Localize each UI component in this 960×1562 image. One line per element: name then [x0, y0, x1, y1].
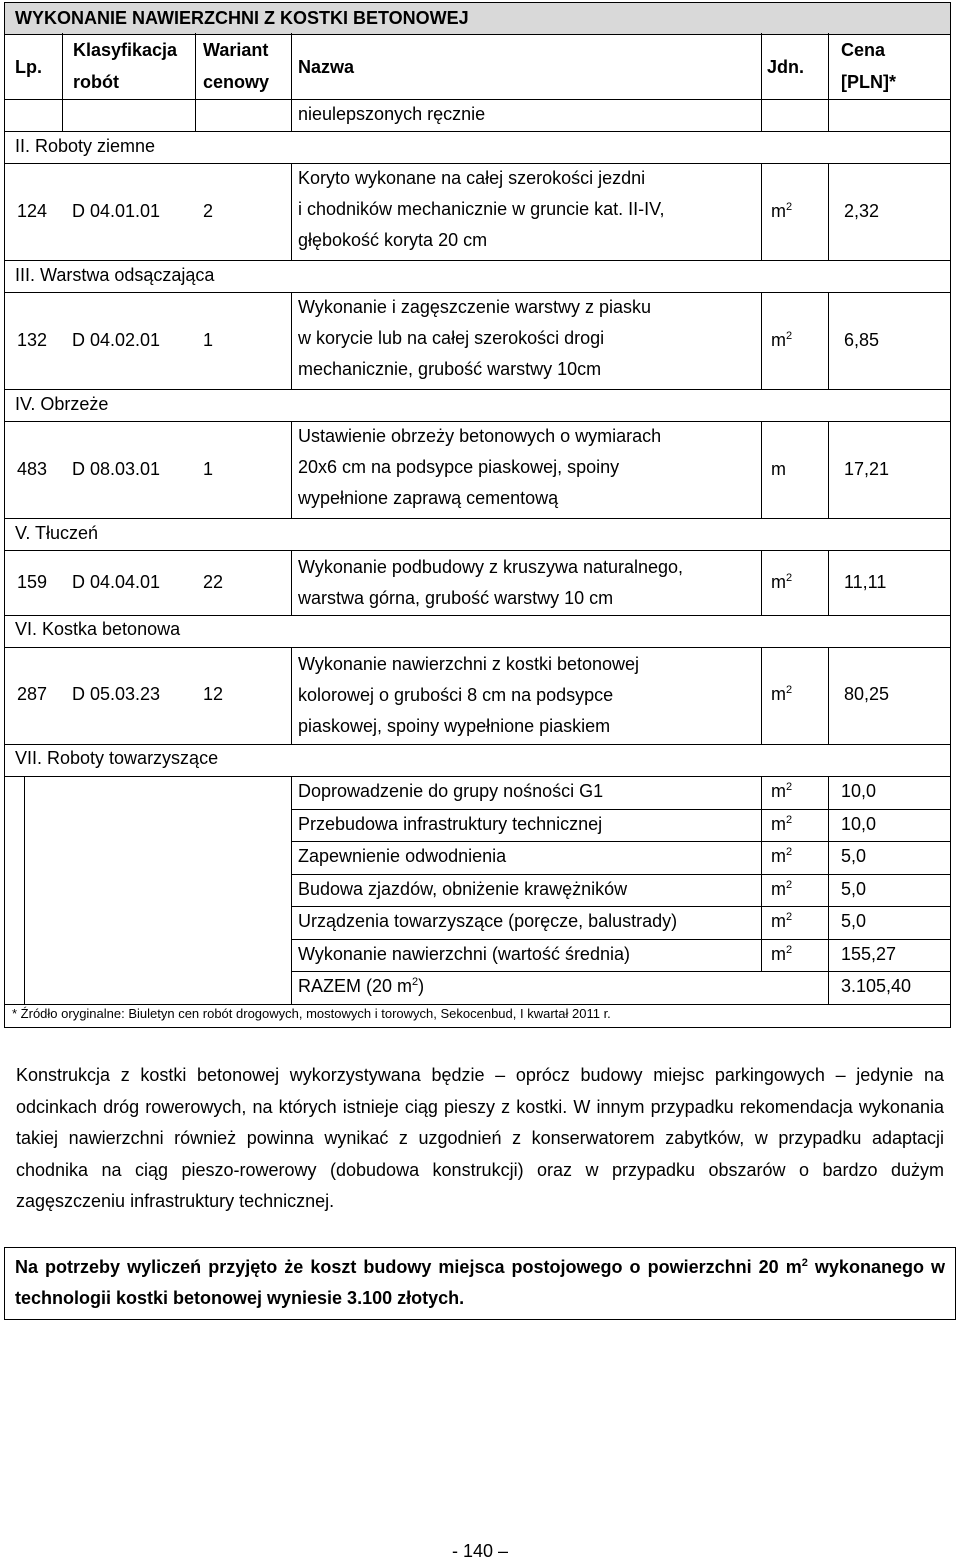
grid-line — [291, 971, 950, 972]
row-wariant: 2 — [203, 201, 214, 221]
row-price: 6,85 — [844, 330, 880, 350]
row-price: 80,25 — [844, 684, 890, 704]
row-nazwa-line: 20x6 cm na podsypce piaskowej, spoiny — [298, 457, 620, 477]
grid-line — [761, 776, 762, 972]
unit-superscript: 2 — [412, 976, 419, 988]
header-cena: Cena — [841, 40, 886, 60]
section-label: II. Roboty ziemne — [15, 136, 156, 156]
grid-line — [5, 776, 950, 777]
conclusion-superscript: 2 — [801, 1257, 808, 1269]
extra-unit — [771, 944, 792, 965]
grid-line — [828, 550, 829, 616]
total-text: RAZEM (20 m — [298, 976, 413, 996]
grid-line — [5, 550, 950, 551]
grid-line — [761, 421, 762, 519]
header-wariant: Wariant — [203, 40, 269, 60]
row-nazwa-line: piaskowej, spoiny wypełnione piaskiem — [298, 716, 611, 736]
total-label — [298, 976, 424, 997]
row-price: 2,32 — [844, 201, 880, 221]
grid-line — [5, 99, 950, 100]
unit-superscript: 2 — [786, 879, 793, 891]
row-unit — [771, 684, 792, 705]
row-lp: 132 — [17, 330, 48, 350]
section-label: V. Tłuczeń — [15, 523, 99, 543]
row-lp: 124 — [17, 201, 48, 221]
row-nazwa-line: w korycie lub na całej szerokości drogi — [298, 328, 605, 348]
row-unit — [771, 330, 792, 351]
extra-price: 5,0 — [841, 911, 867, 931]
extra-price: 10,0 — [841, 781, 877, 801]
grid-line — [24, 776, 25, 1005]
unit-text: m — [771, 846, 786, 866]
grid-line — [5, 1004, 950, 1005]
grid-line — [291, 841, 950, 842]
grid-line — [828, 776, 829, 1005]
unit-superscript: 2 — [786, 846, 793, 858]
prev-row-tail: nieulepszonych ręcznie — [298, 104, 486, 124]
row-unit — [771, 201, 792, 222]
extra-price: 5,0 — [841, 846, 867, 866]
row-nazwa — [298, 649, 639, 742]
unit-text: m — [771, 459, 786, 479]
grid-line — [828, 421, 829, 519]
grid-line — [5, 647, 950, 648]
grid-line — [5, 163, 950, 164]
row-nazwa-line: kolorowej o grubości 8 cm na podsypce — [298, 685, 614, 705]
row-wariant: 1 — [203, 459, 214, 479]
grid-line — [291, 809, 950, 810]
extra-price: 155,27 — [841, 944, 897, 964]
row-nazwa-line: wypełnione zaprawą cementową — [298, 488, 559, 508]
unit-text: m — [771, 572, 786, 592]
extra-unit — [771, 879, 792, 900]
extra-price: 10,0 — [841, 814, 877, 834]
row-wariant: 22 — [203, 572, 224, 592]
row-klasyfikacja: D 04.01.01 — [72, 201, 161, 221]
table-title: WYKONANIE NAWIERZCHNI Z KOSTKI BETONOWEJ — [5, 3, 950, 35]
unit-superscript: 2 — [786, 201, 793, 213]
cost-table — [4, 2, 951, 1028]
header-nazwa: Nazwa — [298, 57, 355, 77]
grid-line — [828, 33, 829, 132]
extra-unit — [771, 781, 792, 802]
grid-line — [291, 550, 292, 616]
row-wariant: 1 — [203, 330, 214, 350]
header-cenowy: cenowy — [203, 72, 270, 92]
row-nazwa-line: warstwa górna, grubość warstwy 10 cm — [298, 588, 614, 608]
unit-text: m — [771, 944, 786, 964]
row-nazwa-line: Ustawienie obrzeży betonowych o wymiarach — [298, 426, 662, 446]
unit-text: m — [771, 911, 786, 931]
grid-line — [291, 33, 292, 132]
extra-name: Doprowadzenie do grupy nośności G1 — [298, 781, 604, 801]
row-nazwa-line: Wykonanie nawierzchni z kostki betonowej — [298, 654, 640, 674]
extra-unit — [771, 911, 792, 932]
row-nazwa-line: Koryto wykonane na całej szerokości jezdni — [298, 168, 646, 188]
grid-line — [195, 33, 196, 132]
section-label: VI. Kostka betonowa — [15, 619, 181, 639]
grid-line — [291, 292, 292, 390]
unit-superscript: 2 — [786, 814, 793, 826]
row-klasyfikacja: D 08.03.01 — [72, 459, 161, 479]
unit-superscript: 2 — [786, 911, 793, 923]
grid-line — [291, 874, 950, 875]
header-klasyfikacja: Klasyfikacja — [73, 40, 178, 60]
grid-line — [291, 906, 950, 907]
row-price: 11,11 — [844, 572, 887, 592]
grid-line — [5, 421, 950, 422]
grid-line — [761, 163, 762, 261]
unit-text: m — [771, 201, 786, 221]
grid-line — [291, 939, 950, 940]
unit-superscript: 2 — [786, 572, 793, 584]
grid-line — [5, 292, 950, 293]
total-text-end: ) — [418, 976, 425, 996]
unit-superscript: 2 — [786, 781, 793, 793]
grid-line — [761, 292, 762, 390]
grid-line — [761, 33, 762, 132]
row-nazwa — [298, 292, 651, 385]
header-jdn: Jdn. — [767, 57, 805, 77]
page-number: - 140 – — [451, 1541, 509, 1561]
grid-line — [761, 550, 762, 616]
row-lp: 483 — [17, 459, 48, 479]
row-nazwa-line: mechanicznie, grubość warstwy 10cm — [298, 359, 602, 379]
unit-text: m — [771, 781, 786, 801]
section-label: VII. Roboty towarzyszące — [15, 748, 219, 768]
section-label: III. Warstwa odsączająca — [15, 265, 215, 285]
unit-superscript: 2 — [786, 944, 793, 956]
grid-line — [291, 163, 292, 261]
row-nazwa — [298, 552, 683, 614]
unit-superscript: 2 — [786, 684, 793, 696]
body-paragraph: Konstrukcja z kostki betonowej wykorzystywana będzie – oprócz budowy miejsc parkingowych – jedynie na odcinkach dróg rowerowych, na których istnieje ciąg pieszy z kostki. W innym przypadku rekomendacja wykonania takiej nawierzchni również powinna wynikać z uzgodnień z konserwatorem zabytków, w przypadku adaptacji chodnika na ciąg pieszo-rowerowy (dobudowa konstrukcji) oraz w przypadku obszarów o bardzo dużym zagęszczeniu infrastruktury technicznej. — [16, 1065, 944, 1211]
row-nazwa-line: Wykonanie i zagęszczenie warstwy z piasku — [298, 297, 651, 317]
extra-name: Budowa zjazdów, obniżenie krawężników — [298, 879, 628, 899]
row-nazwa — [298, 421, 661, 514]
header-robot: robót — [73, 72, 119, 92]
extra-name: Wykonanie nawierzchni (wartość średnia) — [298, 944, 630, 964]
extra-name: Urządzenia towarzyszące (poręcze, balustrady) — [298, 911, 678, 931]
header-lp: Lp. — [15, 57, 42, 77]
grid-line — [5, 389, 950, 390]
unit-text: m — [771, 879, 786, 899]
unit-text: m — [771, 330, 786, 350]
row-lp: 287 — [17, 684, 48, 704]
grid-line — [5, 131, 950, 132]
row-unit — [771, 572, 792, 593]
row-price: 17,21 — [844, 459, 890, 479]
row-nazwa-line: Wykonanie podbudowy z kruszywa naturalnego, — [298, 557, 684, 577]
header-pln: [PLN]* — [841, 72, 896, 92]
total-price: 3.105,40 — [841, 976, 912, 996]
conclusion-text: Na potrzeby wyliczeń przyjęto że koszt budowy miejsca postojowego o powierzchni 20 m — [15, 1257, 802, 1277]
row-lp: 159 — [17, 572, 48, 592]
row-nazwa — [298, 163, 665, 256]
extra-name: Przebudowa infrastruktury technicznej — [298, 814, 603, 834]
grid-line — [62, 33, 63, 132]
row-nazwa-line: głębokość koryta 20 cm — [298, 230, 488, 250]
grid-line — [291, 647, 292, 745]
grid-line — [761, 647, 762, 745]
grid-line — [5, 615, 950, 616]
table-footnote: * Źródło oryginalne: Biuletyn cen robót drogowych, mostowych i torowych, Sekocenbud, I kwartał 2011 r. — [12, 1006, 611, 1021]
extra-price: 5,0 — [841, 879, 867, 899]
row-klasyfikacja: D 05.03.23 — [72, 684, 161, 704]
unit-text: m — [771, 684, 786, 704]
unit-superscript: 2 — [786, 330, 793, 342]
grid-line — [828, 292, 829, 390]
conclusion-text-end: wykonanego w technologii kostki betonowej wyniesie 3.100 złotych. — [15, 1257, 945, 1308]
row-nazwa-line: i chodników mechanicznie w gruncie kat. II-IV, — [298, 199, 665, 219]
section-label: IV. Obrzeże — [15, 394, 109, 414]
row-unit — [771, 459, 786, 480]
extra-unit — [771, 814, 792, 835]
grid-line — [291, 776, 292, 1005]
grid-line — [828, 647, 829, 745]
grid-line — [5, 260, 950, 261]
unit-text: m — [771, 814, 786, 834]
extra-name: Zapewnienie odwodnienia — [298, 846, 507, 866]
extra-unit — [771, 846, 792, 867]
row-klasyfikacja: D 04.04.01 — [72, 572, 161, 592]
grid-line — [291, 421, 292, 519]
row-wariant: 12 — [203, 684, 224, 704]
grid-line — [828, 163, 829, 261]
grid-line — [5, 518, 950, 519]
row-klasyfikacja: D 04.02.01 — [72, 330, 161, 350]
grid-line — [5, 744, 950, 745]
conclusion-box — [4, 1247, 956, 1320]
